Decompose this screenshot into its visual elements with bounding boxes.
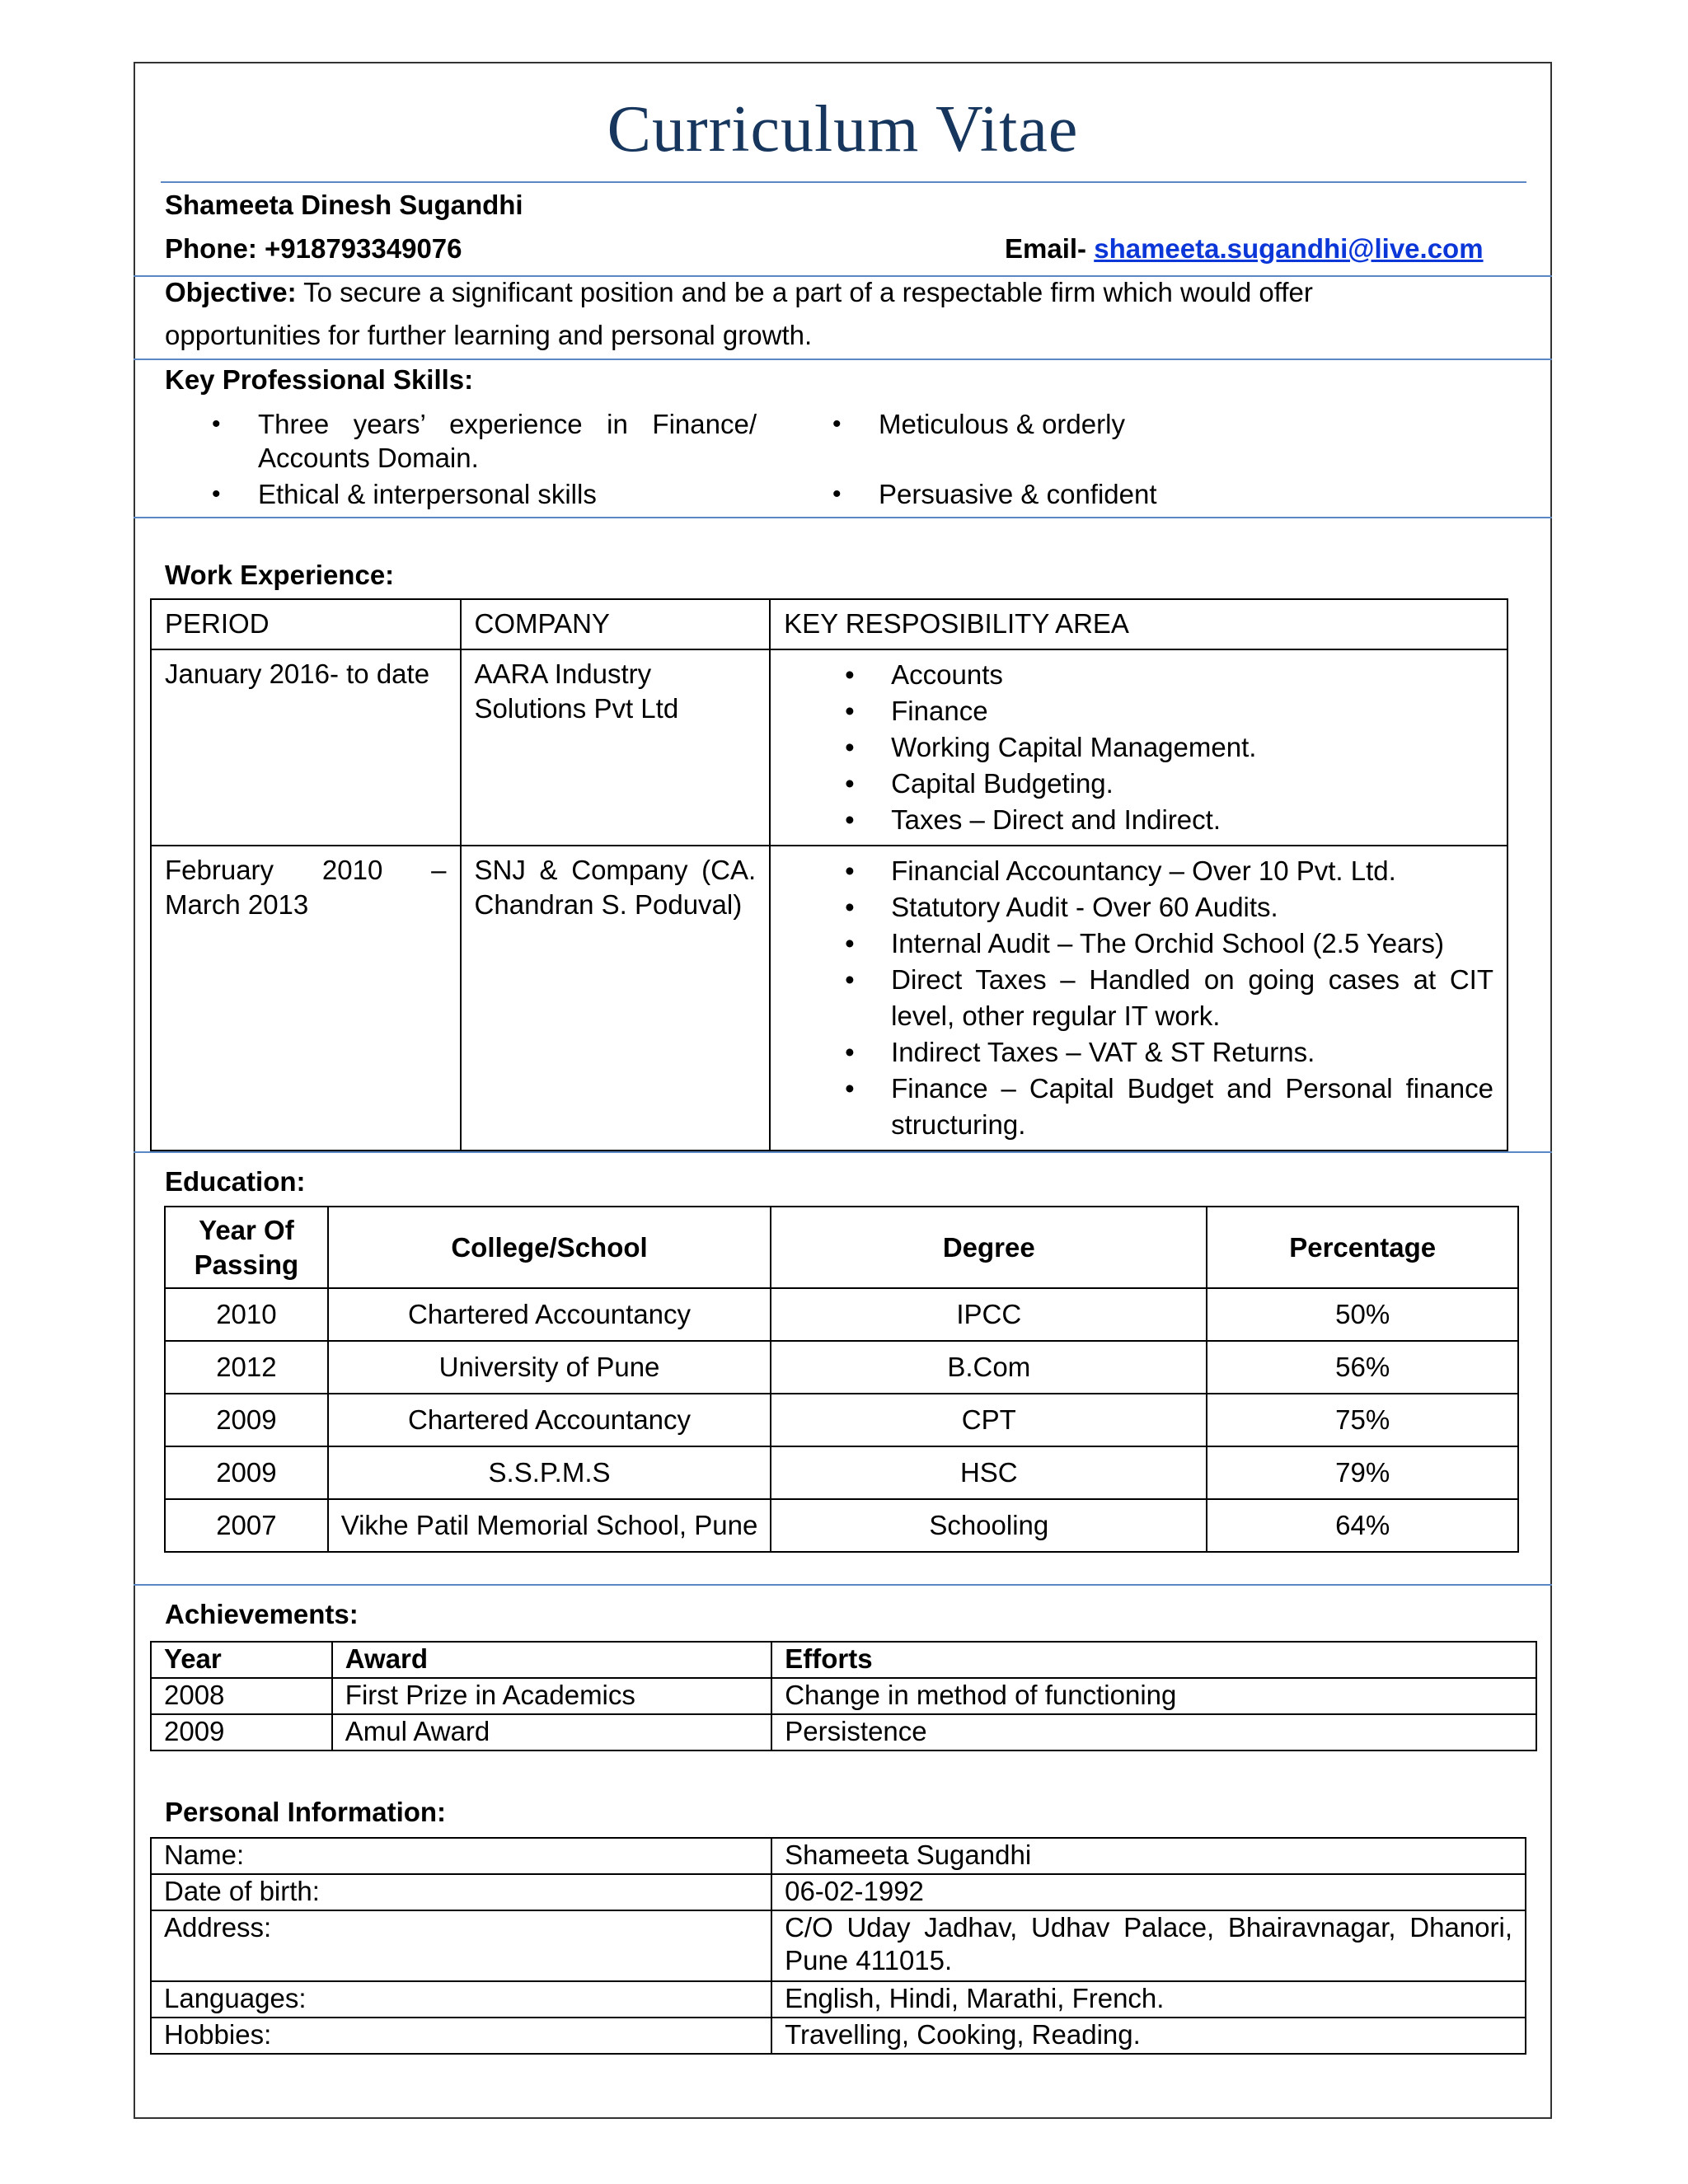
edu-college: S.S.P.M.S bbox=[328, 1446, 771, 1499]
personal-row bbox=[151, 1838, 1526, 1874]
edu-percentage: 75% bbox=[1207, 1394, 1518, 1446]
ach-year: 2009 bbox=[151, 1714, 332, 1750]
work-row bbox=[151, 846, 1507, 1151]
skill-item: • Persuasive & confident bbox=[879, 477, 1157, 512]
ach-award: Amul Award bbox=[332, 1714, 771, 1750]
responsibility-item: • Accounts bbox=[891, 657, 1493, 693]
ach-col-year: Year bbox=[151, 1642, 332, 1678]
personal-row bbox=[151, 1874, 1526, 1910]
personal-label: Hobbies: bbox=[151, 2018, 771, 2054]
work-divider bbox=[134, 1151, 1552, 1153]
achievement-row bbox=[151, 1714, 1536, 1750]
responsibility-item: • Finance bbox=[891, 693, 1493, 729]
education-row bbox=[165, 1446, 1518, 1499]
responsibility-item: • Direct Taxes – Handled on going cases at CIT level, other regular IT work. bbox=[891, 962, 1493, 1034]
education-divider bbox=[134, 1584, 1552, 1586]
work-period: January 2016- to date bbox=[151, 649, 461, 846]
personal-value: English, Hindi, Marathi, French. bbox=[771, 1981, 1526, 2018]
achievements-heading: Achievements: bbox=[165, 1599, 359, 1629]
edu-college: Vikhe Patil Memorial School, Pune bbox=[328, 1499, 771, 1552]
skill-item: • Meticulous & orderly bbox=[879, 407, 1125, 442]
personal-label: Name: bbox=[151, 1838, 771, 1874]
education-heading: Education: bbox=[165, 1166, 306, 1197]
edu-degree: HSC bbox=[771, 1446, 1207, 1499]
personal-table bbox=[150, 1837, 1526, 2055]
responsibility-item: • Capital Budgeting. bbox=[891, 766, 1493, 802]
responsibility-item: • Working Capital Management. bbox=[891, 729, 1493, 766]
ach-efforts: Change in method of functioning bbox=[771, 1678, 1536, 1714]
ach-efforts: Persistence bbox=[771, 1714, 1536, 1750]
skills-divider bbox=[134, 517, 1552, 518]
personal-value: Travelling, Cooking, Reading. bbox=[771, 2018, 1526, 2054]
education-row bbox=[165, 1341, 1518, 1394]
responsibility-item: • Statutory Audit - Over 60 Audits. bbox=[891, 889, 1493, 926]
skill-item-continuation: Accounts Domain. bbox=[258, 443, 479, 473]
edu-year: 2007 bbox=[165, 1499, 328, 1552]
work-col-period: PERIOD bbox=[151, 599, 461, 649]
work-company: SNJ & Company (CA. Chandran S. Poduval) bbox=[461, 846, 771, 1151]
work-col-responsibility: KEY RESPOSIBILITY AREA bbox=[770, 599, 1507, 649]
personal-value: Shameeta Sugandhi bbox=[771, 1838, 1526, 1874]
edu-col-degree: Degree bbox=[771, 1207, 1207, 1288]
work-heading: Work Experience: bbox=[165, 560, 395, 590]
edu-degree: B.Com bbox=[771, 1341, 1207, 1394]
education-header-row bbox=[165, 1207, 1518, 1288]
personal-value: 06-02-1992 bbox=[771, 1874, 1526, 1910]
email-link[interactable]: shameeta.sugandhi@live.com bbox=[1094, 233, 1484, 264]
email-line bbox=[1005, 232, 1484, 266]
objective-label: Objective: bbox=[165, 277, 297, 307]
ach-col-efforts: Efforts bbox=[771, 1642, 1536, 1678]
work-period: February 2010 – March 2013 bbox=[151, 846, 461, 1151]
edu-degree: CPT bbox=[771, 1394, 1207, 1446]
page-title: Curriculum Vitae bbox=[607, 93, 1079, 166]
personal-label: Address: bbox=[151, 1910, 771, 1981]
edu-year: 2009 bbox=[165, 1446, 328, 1499]
personal-heading: Personal Information: bbox=[165, 1797, 447, 1827]
ach-col-award: Award bbox=[332, 1642, 771, 1678]
skill-item: • Three years’ experience in Finance/ bbox=[258, 407, 757, 442]
personal-value: C/O Uday Jadhav, Udhav Palace, Bhairavnagar, Dhanori, Pune 411015. bbox=[771, 1910, 1526, 1981]
personal-label: Languages: bbox=[151, 1981, 771, 2018]
skill-item: • Ethical & interpersonal skills bbox=[258, 477, 597, 512]
responsibility-item: • Financial Accountancy – Over 10 Pvt. Ltd. bbox=[891, 853, 1493, 889]
email-label: Email- bbox=[1005, 233, 1087, 264]
education-table bbox=[164, 1206, 1519, 1553]
work-responsibilities bbox=[770, 846, 1507, 1151]
education-row bbox=[165, 1394, 1518, 1446]
edu-degree: Schooling bbox=[771, 1499, 1207, 1552]
responsibility-item: • Taxes – Direct and Indirect. bbox=[891, 802, 1493, 838]
title-divider bbox=[161, 181, 1526, 183]
work-company: AARA Industry Solutions Pvt Ltd bbox=[461, 649, 771, 846]
personal-row bbox=[151, 1981, 1526, 2018]
education-row bbox=[165, 1499, 1518, 1552]
edu-col-year: Year Of Passing bbox=[165, 1207, 328, 1288]
responsibility-item: • Indirect Taxes – VAT & ST Returns. bbox=[891, 1034, 1493, 1071]
edu-college: University of Pune bbox=[328, 1341, 771, 1394]
objective-text: To secure a significant position and be a part of a respectable firm which would offer bbox=[296, 277, 1313, 307]
edu-degree: IPCC bbox=[771, 1288, 1207, 1341]
personal-label: Date of birth: bbox=[151, 1874, 771, 1910]
responsibility-item: • Internal Audit – The Orchid School (2.5 Years) bbox=[891, 926, 1493, 962]
achievements-table bbox=[150, 1641, 1537, 1751]
edu-year: 2009 bbox=[165, 1394, 328, 1446]
edu-college: Chartered Accountancy bbox=[328, 1394, 771, 1446]
phone-number: Phone: +918793349076 bbox=[165, 233, 462, 264]
edu-percentage: 56% bbox=[1207, 1341, 1518, 1394]
edu-college: Chartered Accountancy bbox=[328, 1288, 771, 1341]
achievement-row bbox=[151, 1678, 1536, 1714]
work-row bbox=[151, 649, 1507, 846]
objective-divider bbox=[134, 359, 1552, 360]
edu-year: 2012 bbox=[165, 1341, 328, 1394]
edu-col-percentage: Percentage bbox=[1207, 1207, 1518, 1288]
personal-row bbox=[151, 1910, 1526, 1981]
edu-percentage: 64% bbox=[1207, 1499, 1518, 1552]
objective-line-1 bbox=[165, 275, 1313, 310]
education-row bbox=[165, 1288, 1518, 1341]
edu-percentage: 50% bbox=[1207, 1288, 1518, 1341]
work-table bbox=[150, 598, 1508, 1151]
objective-line-2: opportunities for further learning and personal growth. bbox=[165, 320, 813, 350]
edu-year: 2010 bbox=[165, 1288, 328, 1341]
ach-award: First Prize in Academics bbox=[332, 1678, 771, 1714]
edu-col-college: College/School bbox=[328, 1207, 771, 1288]
work-responsibilities bbox=[770, 649, 1507, 846]
ach-year: 2008 bbox=[151, 1678, 332, 1714]
edu-percentage: 79% bbox=[1207, 1446, 1518, 1499]
candidate-name: Shameeta Dinesh Sugandhi bbox=[165, 190, 523, 220]
responsibility-item: • Finance – Capital Budget and Personal finance structuring. bbox=[891, 1071, 1493, 1143]
skills-heading: Key Professional Skills: bbox=[165, 364, 474, 395]
work-col-company: COMPANY bbox=[461, 599, 771, 649]
achievements-header-row bbox=[151, 1642, 1536, 1678]
personal-row bbox=[151, 2018, 1526, 2054]
work-header-row bbox=[151, 599, 1507, 649]
